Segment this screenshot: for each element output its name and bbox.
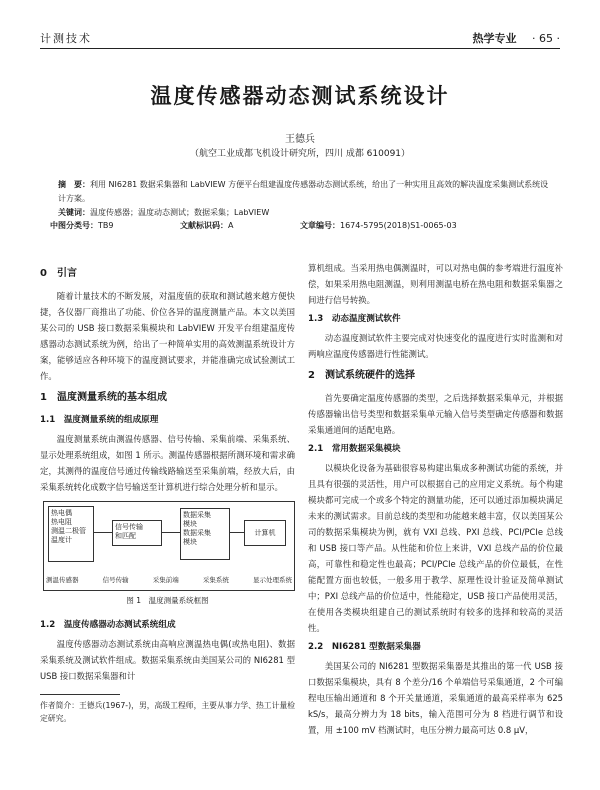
section-1-3-heading: 1.3 动态温度测试软件 <box>308 314 401 324</box>
running-header-section: 热学专业 <box>472 32 517 45</box>
section-2-1-heading: 2.1 常用数据采集模块 <box>308 444 401 454</box>
section-0-paragraph: 随着计量技术的不断发展，对温度值的获取和测试越来越方便快捷，各仪器厂商推出了功能、价位各异的温度测量产品。本文以美国某公司的 USB 接口数据采集模块和 LabVIEW 开发平台组建温度传感器动态测试系统为例，给出了一种简单实用的高效测温系统设计方案，能够适应各种环境下的温度测试要求，并能准确完成试验测试工作。 <box>40 291 295 381</box>
section-2-2-heading: 2.2 NI6281 型数据采集器 <box>308 642 421 652</box>
abstract-block <box>58 178 550 220</box>
clc-value: TB9 <box>98 221 114 230</box>
section-2-heading: 2 测试系统硬件的选择 <box>308 370 415 381</box>
sensor-box: 热电偶 热电阻 测温二极管 温度计 <box>48 506 94 562</box>
doc-label: 文献标识码： <box>180 221 228 230</box>
section-2-1-paragraph: 以模块化设备为基础很容易构建出集成多种测试功能的系统，并且具有很强的灵活性，用户可以根据自己的应用定义系统。每个构建模块都可完成一个或多个特定的测量功能，还可以通过添加模块满足未来的测试需求。目前总线的类型和功能越来越丰富，仅以美国某公司的数据采集模块为例，就有 VXI 总线、PXI 总线、PCI/PCIe 总线和 USB 接口等产品。从性能和价位上来讲，VXI 总线产品的价位最高，可靠性和稳定性也最高；PCI/PCIe 总线产品的价位最低，在性能配置方面也较低，一般多用于教学、原理性设计验证及简单测试中；PXI 总线产品的价位适中，性能稳定，USB 接口产品使用灵活，在使用各类模块组建自己的测试系统时有较多的选择和较高的灵活性。 <box>308 463 563 633</box>
left-column <box>40 260 295 725</box>
section-1-2-heading: 1.2 温度传感器动态测试系统组成 <box>40 620 176 630</box>
section-1-2-paragraph: 温度传感器动态测试系统由高响应测温热电偶(或热电阻)、数据采集系统及测试软件组成。数据采集系统由美国某公司的 NI6281 型 USB 接口数据采集器和计 <box>40 639 295 681</box>
continued-paragraph: 算机组成。当采用热电偶测温时，可以对热电偶的参考端进行温度补偿，如果采用热电阻测温，则利用测温电桥在热电阻和数据采集器之间进行信号转换。 <box>308 263 563 305</box>
running-header-right <box>473 30 560 46</box>
clc-label: 中图分类号： <box>50 221 98 230</box>
signal-box: 信号传输 和匹配 <box>112 520 162 546</box>
abstract-text: 利用 NI6281 数据采集器和 LabVIEW 方便平台组建温度传感器动态测试系统，给出了一种实用且高效的解决温度采集测试系统设计方案。 <box>58 180 549 203</box>
abstract-label: 摘 要： <box>58 180 90 189</box>
paper-author: 王德兵 <box>285 134 315 145</box>
computer-box: 计算机 <box>244 520 286 546</box>
section-1-1-heading: 1.1 温度测量系统的组成原理 <box>40 415 159 425</box>
stage-label-signal: 信号传输 <box>102 576 129 584</box>
abstract <box>58 178 550 206</box>
keywords-text: 温度传感器；温度动态测试；数据采集；LabVIEW <box>90 208 270 217</box>
right-column <box>308 260 563 738</box>
stage-label-sensor: 测温传感器 <box>46 576 79 584</box>
figure-1-diagram <box>43 501 295 591</box>
stage-label-daq: 采集系统 <box>202 576 229 584</box>
paper-title: 温度传感器动态测试系统设计 <box>150 84 450 108</box>
doc-code <box>180 220 233 231</box>
figure-1-caption: 图 1 温度测量系统框图 <box>126 596 209 605</box>
arrow-3 <box>230 532 244 533</box>
article-number <box>300 220 457 231</box>
stage-label-frontend: 采集前端 <box>152 576 179 584</box>
arrow-1 <box>94 532 112 533</box>
daq-box: 数据采集 模块 数据采集 模块 <box>180 508 230 560</box>
running-header-journal: 计测技术 <box>40 32 92 45</box>
art-label: 文章编号： <box>300 221 340 230</box>
header-rule <box>40 48 560 49</box>
section-1-3-paragraph: 动态温度测试软件主要完成对快速变化的温度进行实时监测和对两响应温度传感器进行性能测试。 <box>308 333 563 359</box>
clc-number <box>50 220 113 231</box>
section-2-2-paragraph: 美国某公司的 NI6281 型数据采集器是其推出的第一代 USB 接口数据采集模块，具有 8 个差分/16 个单端信号采集通道，2 个可编程电压输出通道和 8 个开关量通道，采集通道的最高采样率为 625 kS/s，最高分辨力为 18 bits，输入范围可分为 8 档进行调节和设置，用 ±100 mV 档测试时，电压分辨力最高可达 0.8 μV， <box>308 661 563 735</box>
section-1-1-paragraph: 温度测量系统由测温传感器、信号传输、采集前端、采集系统、显示处理系统组成，如图 1 所示。测温传感器根据所测环境和需求确定，其测得的温度信号通过传输线路输送至采集前端，经放大后，由采集系统转化成数字信号输送至计算机进行综合处理分析和显示。 <box>40 434 295 492</box>
keywords-label: 关键词： <box>58 208 90 217</box>
doc-value: A <box>228 221 234 230</box>
section-0-heading: 0 引言 <box>40 268 77 279</box>
footnote-rule <box>40 694 120 695</box>
section-1-heading: 1 温度测量系统的基本组成 <box>40 392 167 403</box>
arrow-2 <box>162 532 180 533</box>
page-number: · 65 · <box>532 32 560 45</box>
art-value: 1674-5795(2018)S1-0065-03 <box>340 221 457 230</box>
keywords <box>58 206 550 220</box>
author-footnote: 作者简介：王德兵(1967-)，男，高级工程师，主要从事力学、热工计量检定研究。 <box>40 701 295 723</box>
figure-1-stage-labels <box>46 572 292 588</box>
author-affiliation: （航空工业成都飞机设计研究所，四川 成都 610091） <box>189 149 411 159</box>
section-2-paragraph: 首先要确定温度传感器的类型，之后选择数据采集单元，并根据传感器输出信号类型和数据采集单元输入信号类型确定传感器和数据采集通道间的适配电路。 <box>308 393 563 435</box>
stage-label-display: 显示处理系统 <box>253 576 292 584</box>
